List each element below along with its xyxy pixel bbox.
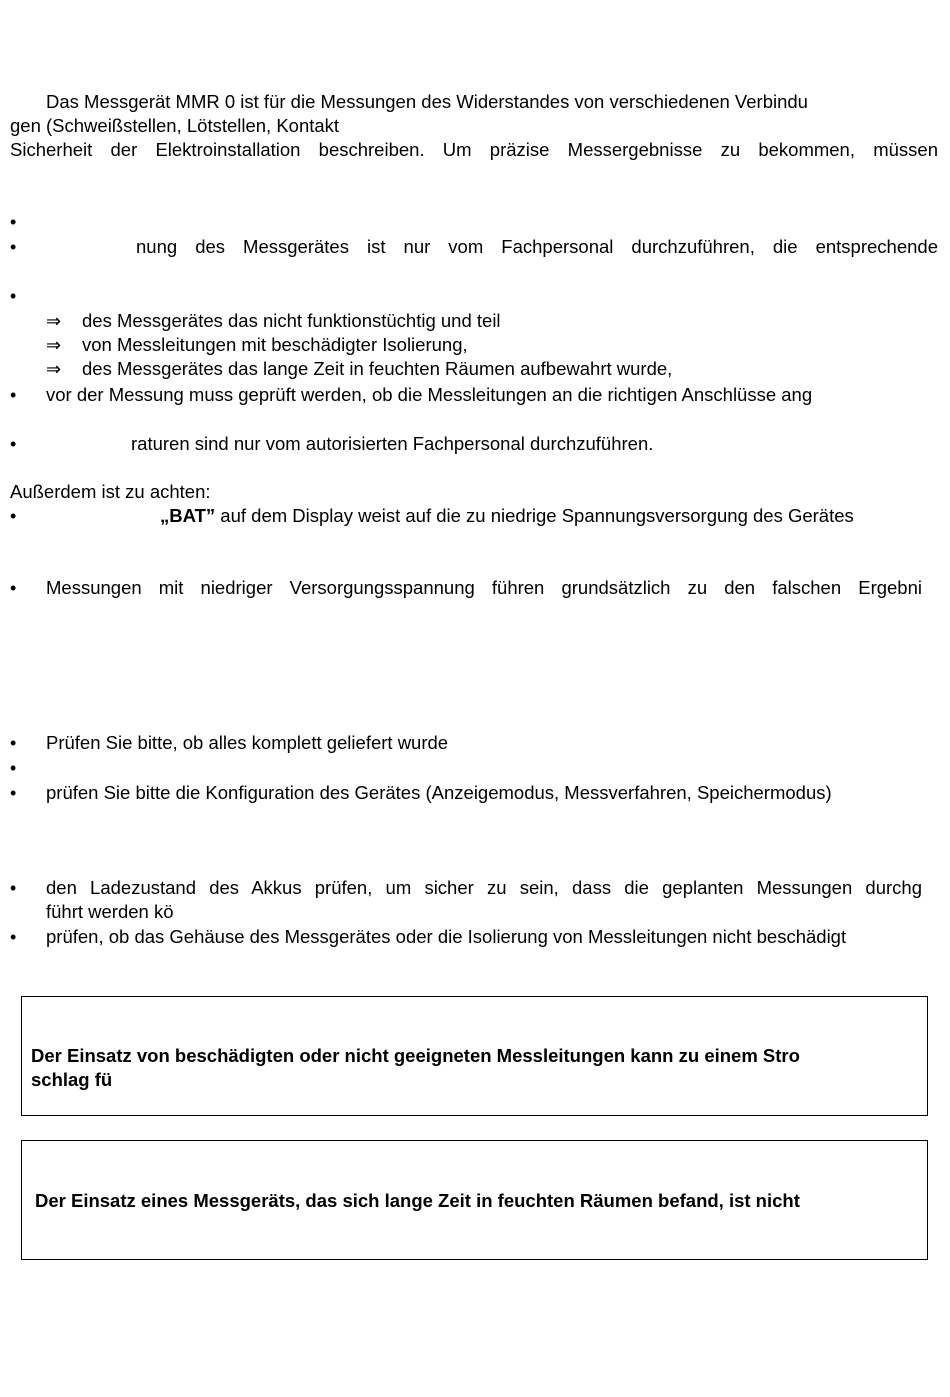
attention-heading: Außerdem ist zu achten: bbox=[10, 481, 211, 502]
bullet: • bbox=[10, 878, 17, 898]
arrow-icon: ⇒ bbox=[46, 359, 62, 379]
low-voltage-line: Messungen mit niedriger Versorgungsspannung führen grundsätzlich zu den falschen Ergebni bbox=[46, 577, 922, 598]
bullet: • bbox=[10, 434, 17, 454]
before-item-2: prüfen, ob das Gehäuse des Messgerätes oder die Isolierung von Messleitungen nicht beschädigt bbox=[46, 926, 847, 947]
intro-line-1: Das Messgerät MMR 0 ist für die Messungen des Widerstandes von verschiedenen Verbindu bbox=[46, 91, 808, 112]
safety-item-5: raturen sind nur vom autorisierten Fachpersonal durchzuführen. bbox=[131, 433, 654, 454]
bullet: • bbox=[10, 506, 17, 526]
bullet: • bbox=[10, 783, 17, 803]
warning-box-1 bbox=[21, 996, 928, 1116]
intro-line-2: gen (Schweißstellen, Lötstellen, Kontakt bbox=[10, 115, 340, 136]
bullet: • bbox=[10, 237, 17, 257]
warning-box-1-line-1: Der Einsatz von beschädigten oder nicht geeigneten Messleitungen kann zu einem Stro bbox=[31, 1045, 800, 1066]
bullet: • bbox=[10, 286, 17, 306]
warning-box-1-line-2: schlag fü bbox=[31, 1069, 113, 1090]
bat-line bbox=[160, 504, 854, 528]
bullet: • bbox=[10, 733, 17, 753]
safety-item-2: nung des Messgerätes ist nur vom Fachpersonal durchzuführen, die entsprechende bbox=[136, 236, 938, 257]
arrow-icon: ⇒ bbox=[46, 335, 62, 355]
warning-box-2-text: Der Einsatz eines Messgeräts, das sich lange Zeit in feuchten Räumen befand, ist nicht bbox=[35, 1190, 800, 1211]
check-item-3: prüfen Sie bitte die Konfiguration des Gerätes (Anzeigemodus, Messverfahren, Speichermodus) bbox=[46, 782, 832, 803]
bat-label: „BAT” bbox=[160, 505, 216, 526]
before-item-1a: den Ladezustand des Akkus prüfen, um sicher zu sein, dass die geplanten Messungen durchg bbox=[46, 877, 922, 898]
warning-box-2 bbox=[21, 1140, 928, 1260]
safety-sub-1: des Messgerätes das nicht funktionstüchtig und teil bbox=[82, 310, 501, 331]
arrow-icon: ⇒ bbox=[46, 311, 62, 331]
bullet: • bbox=[10, 927, 17, 947]
bullet: • bbox=[10, 385, 17, 405]
safety-sub-3: des Messgerätes das lange Zeit in feuchten Räumen aufbewahrt wurde, bbox=[82, 358, 673, 379]
intro-line-3: Sicherheit der Elektroinstallation beschreiben. Um präzise Messergebnisse zu bekommen, müssen bbox=[10, 139, 938, 160]
bullet: • bbox=[10, 758, 17, 778]
check-item-1: Prüfen Sie bitte, ob alles komplett geliefert wurde bbox=[46, 732, 449, 753]
before-item-1b: führt werden kö bbox=[46, 901, 174, 922]
bullet: • bbox=[10, 212, 17, 232]
bat-line-text: auf dem Display weist auf die zu niedrige Spannungsversorgung des Gerätes bbox=[215, 505, 854, 526]
bullet: • bbox=[10, 578, 17, 598]
safety-sub-2: von Messleitungen mit beschädigter Isolierung, bbox=[82, 334, 468, 355]
safety-item-4: vor der Messung muss geprüft werden, ob die Messleitungen an die richtigen Anschlüsse ang bbox=[46, 384, 813, 405]
